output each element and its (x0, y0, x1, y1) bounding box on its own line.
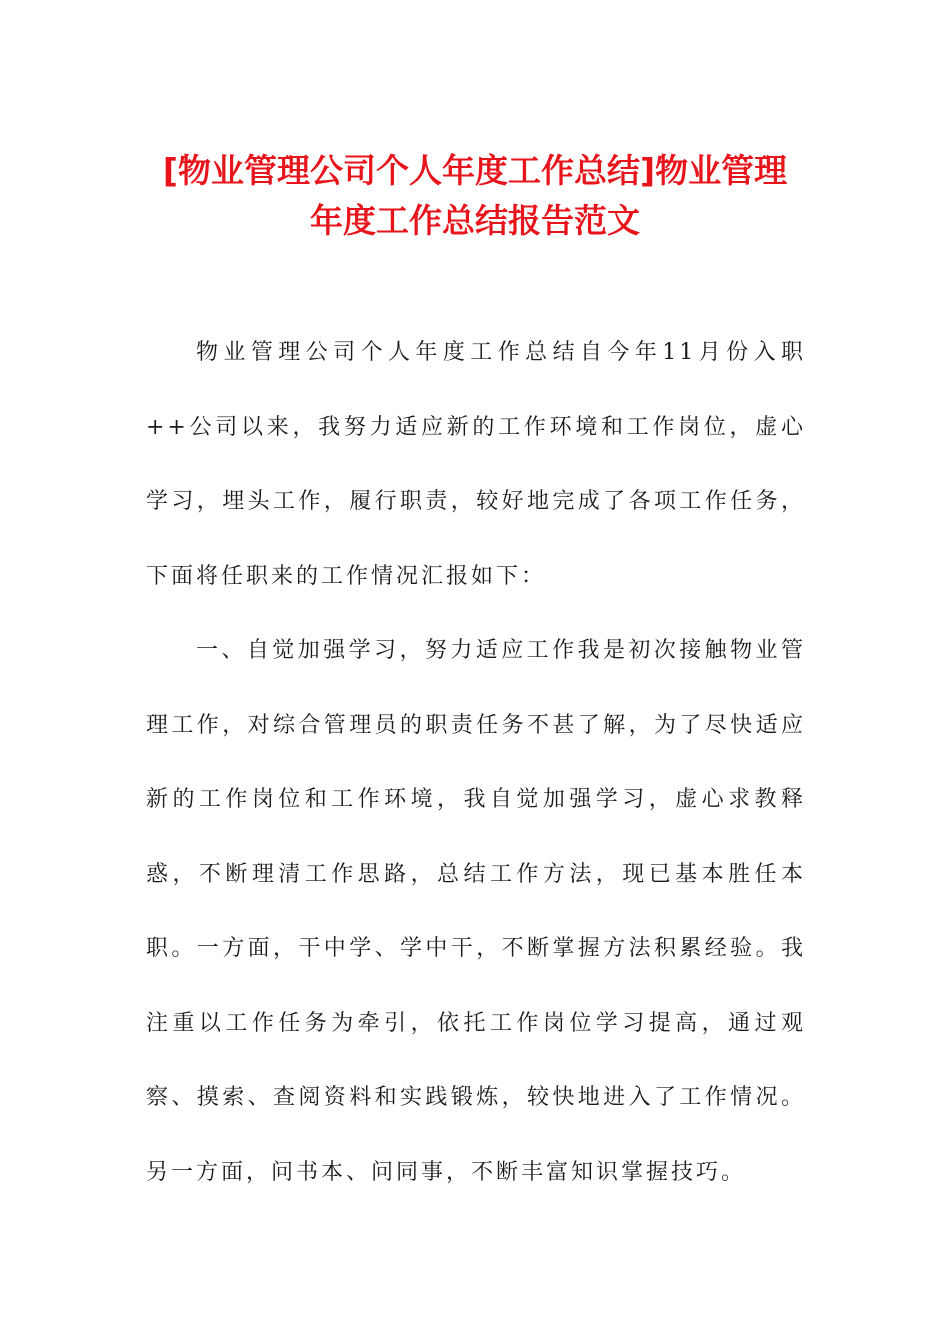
paragraph-intro (146, 316, 806, 614)
paragraph-line: 和实践锻炼，较快地进入了工作情况。另一方面，问书本、问 (146, 1085, 806, 1185)
paragraph-line: 工作岗位和工作环境，我自觉加强学习，虚心求教释惑，不断 (146, 787, 806, 887)
paragraph-line: 同事，不断丰富知识掌握技巧。 (396, 1159, 747, 1185)
document-title (100, 146, 850, 246)
title-line-1: [物业管理公司个人年度工作总结]物业管理 (162, 151, 788, 190)
paragraph-line: 理清工作思路，总结工作方法，现已基本胜任本职。一方面， (146, 861, 806, 961)
paragraph-line: 工作，对综合管理员的职责任务不甚了解，为了尽快适应新的 (146, 712, 806, 812)
title-line-2: 年度工作总结报告范文 (310, 201, 640, 240)
paragraph-line: 干中学、学中干，不断掌握方法积累经验。我注重以工作任务 (146, 936, 806, 1036)
paragraph-line: 工作，履行职责，较好地完成了各项工作任务，下面将任职来 (146, 489, 806, 589)
paragraph-line: 物业管理公司个人年度工作总结自今年11月份入职++公司 (146, 340, 806, 440)
paragraph-line: 的工作情况汇报如下： (296, 563, 547, 589)
paragraph-line: 一、自觉加强学习，努力适应工作我是初次接触物业管理 (146, 638, 806, 738)
paragraph-line: 以来，我努力适应新的工作环境和工作岗位，虚心学习，埋头 (146, 414, 806, 514)
paragraph-line: 为牵引，依托工作岗位学习提高，通过观察、摸索、查阅资料 (146, 1010, 806, 1110)
paragraph-section-one (146, 614, 806, 1210)
